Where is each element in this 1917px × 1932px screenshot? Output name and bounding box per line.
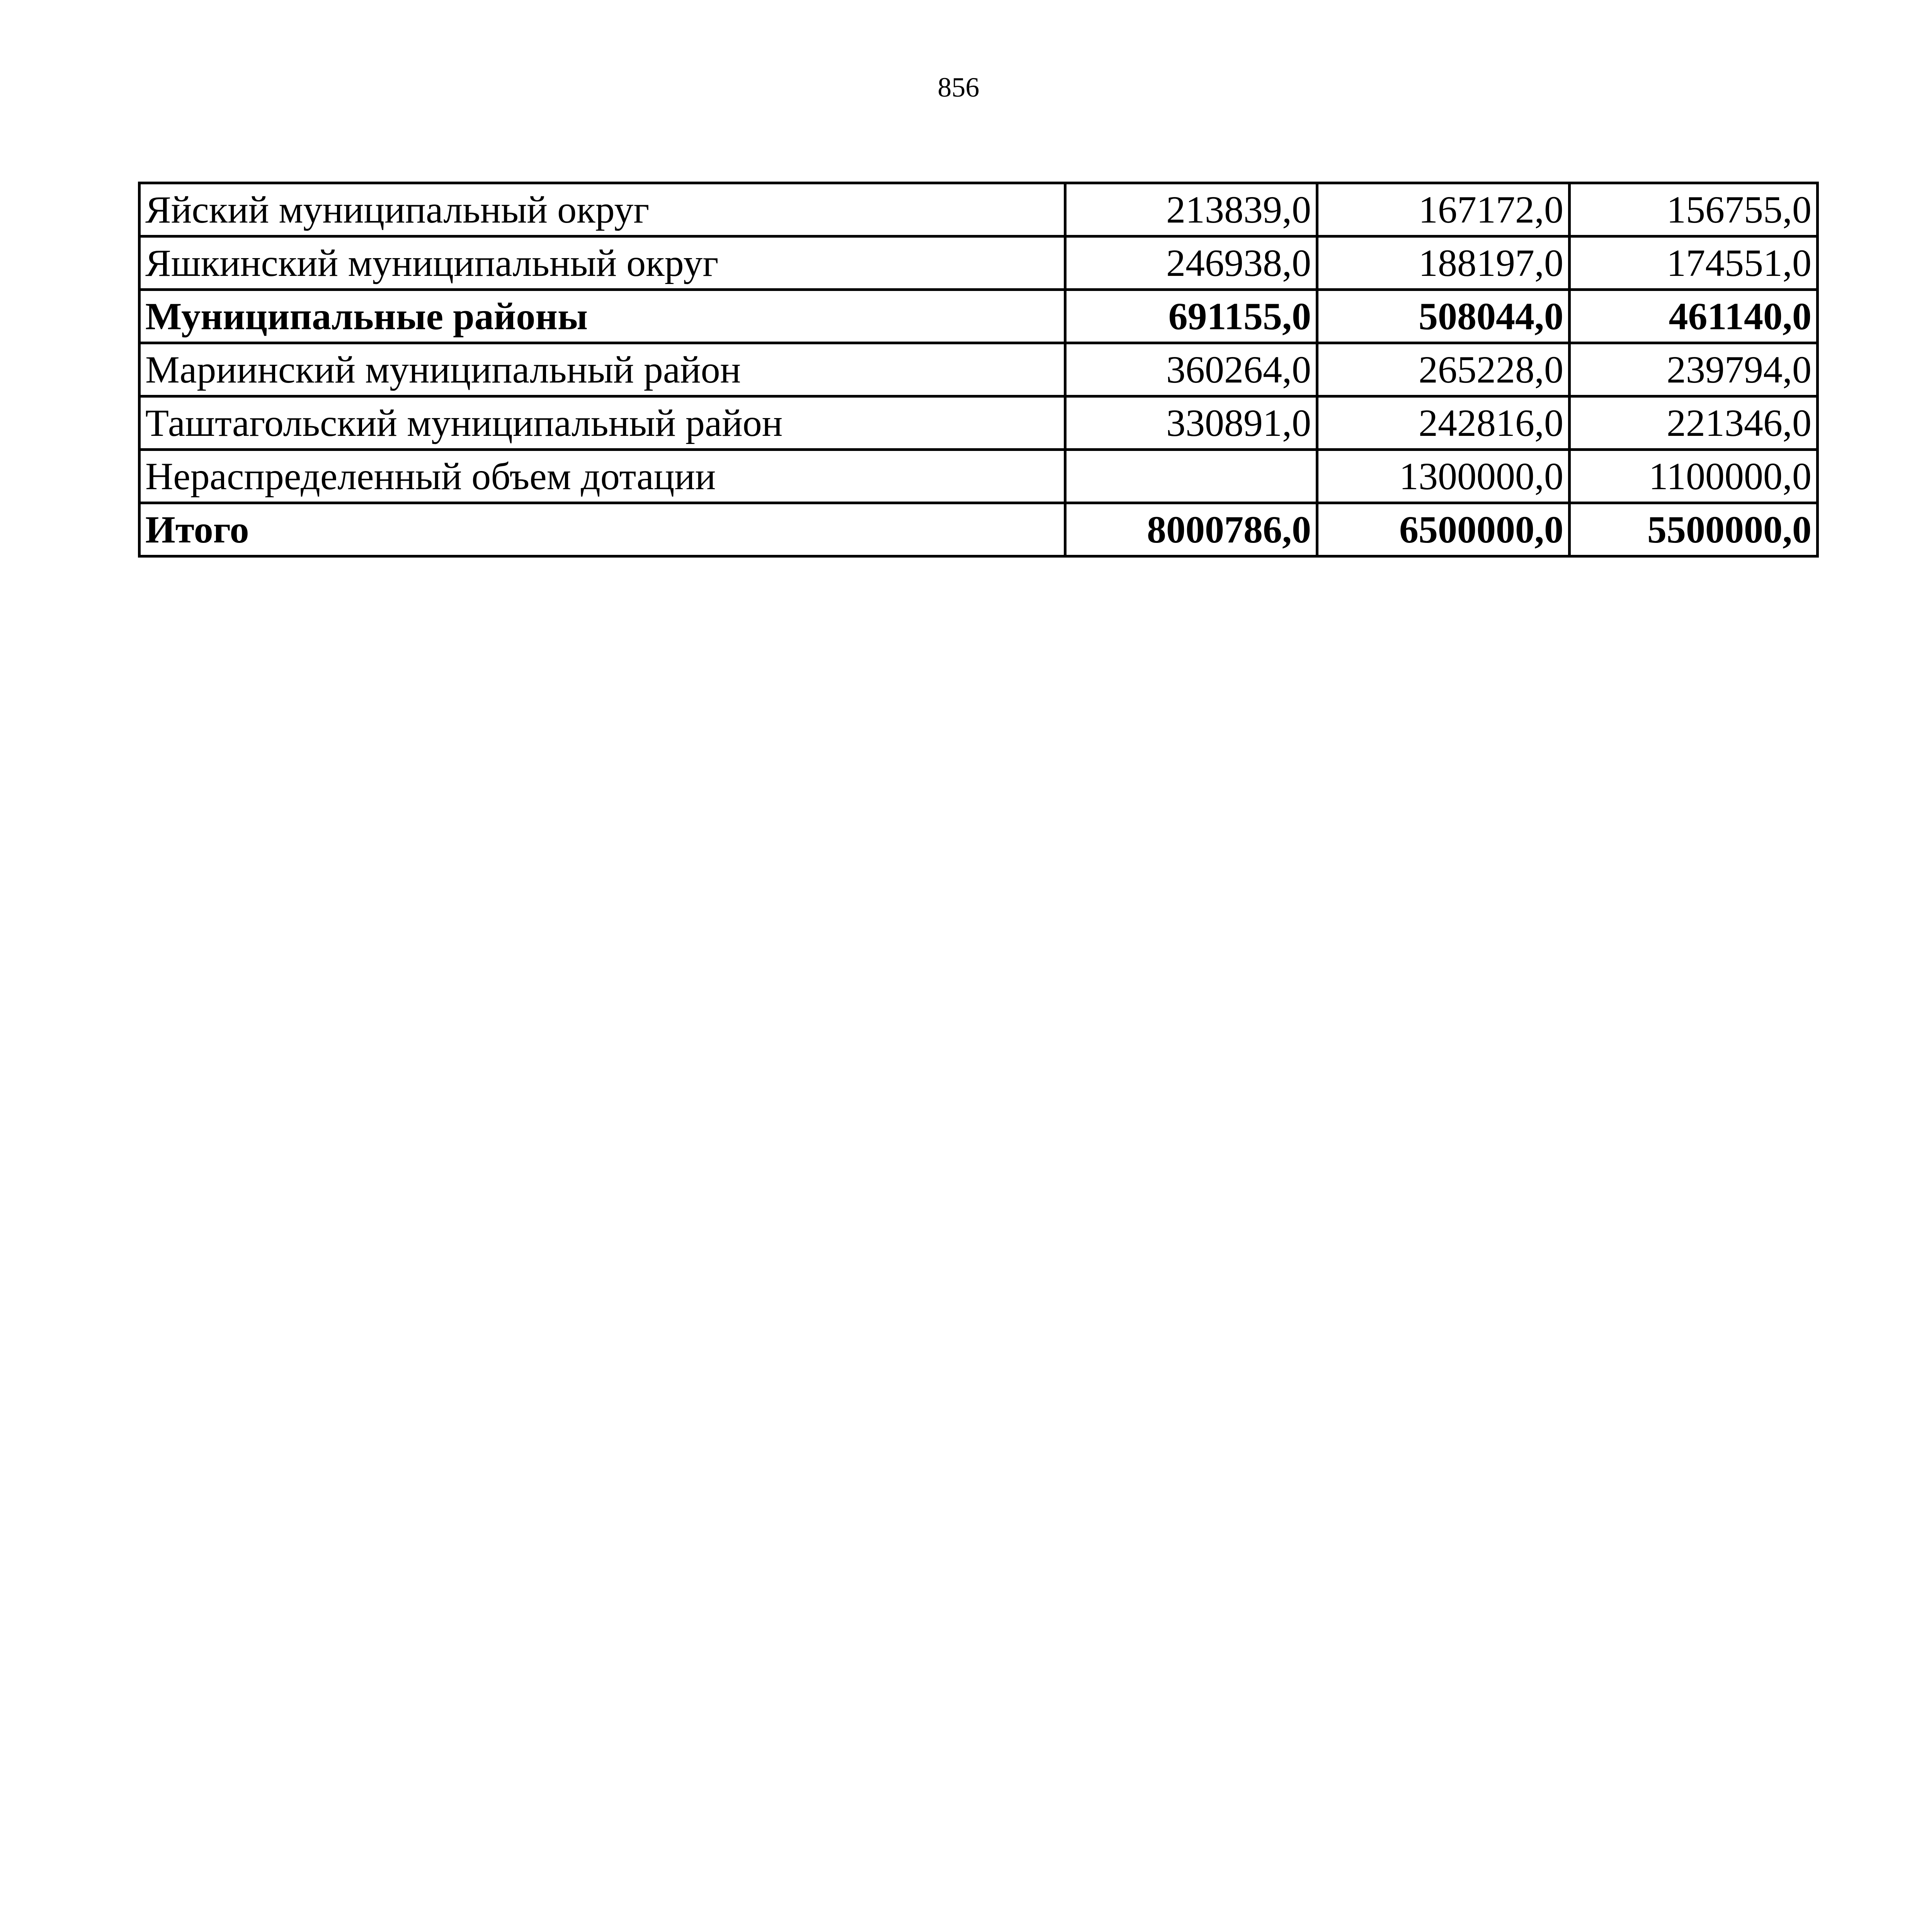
table-row: [139, 183, 1818, 236]
row-name: Яшкинский муниципальный округ: [139, 236, 1065, 290]
table-row: [139, 290, 1818, 343]
row-value-1: [1065, 450, 1317, 503]
table-row: [139, 503, 1818, 556]
row-value-1: 330891,0: [1065, 396, 1317, 450]
row-value-2: 1300000,0: [1317, 450, 1570, 503]
row-value-1: 213839,0: [1065, 183, 1317, 236]
row-value-1: 691155,0: [1065, 290, 1317, 343]
row-value-1: 246938,0: [1065, 236, 1317, 290]
budget-table: [138, 182, 1819, 558]
row-name: Нераспределенный объем дотации: [139, 450, 1065, 503]
row-name: Таштагольский муниципальный район: [139, 396, 1065, 450]
table-row: [139, 450, 1818, 503]
row-value-1: 8000786,0: [1065, 503, 1317, 556]
row-name: Муниципальные районы: [139, 290, 1065, 343]
row-value-3: 174551,0: [1570, 236, 1818, 290]
row-value-1: 360264,0: [1065, 343, 1317, 396]
row-value-2: 167172,0: [1317, 183, 1570, 236]
row-value-3: 5500000,0: [1570, 503, 1818, 556]
row-value-3: 239794,0: [1570, 343, 1818, 396]
row-value-2: 265228,0: [1317, 343, 1570, 396]
table-row: [139, 236, 1818, 290]
row-name: Итого: [139, 503, 1065, 556]
row-name: Яйский муниципальный округ: [139, 183, 1065, 236]
row-value-3: 1100000,0: [1570, 450, 1818, 503]
row-value-2: 242816,0: [1317, 396, 1570, 450]
row-value-3: 156755,0: [1570, 183, 1818, 236]
page-number: 856: [937, 72, 980, 103]
table-row: [139, 343, 1818, 396]
row-value-2: 188197,0: [1317, 236, 1570, 290]
row-value-2: 6500000,0: [1317, 503, 1570, 556]
row-value-3: 221346,0: [1570, 396, 1818, 450]
table-row: [139, 396, 1818, 450]
row-value-3: 461140,0: [1570, 290, 1818, 343]
row-value-2: 508044,0: [1317, 290, 1570, 343]
row-name: Мариинский муниципальный район: [139, 343, 1065, 396]
